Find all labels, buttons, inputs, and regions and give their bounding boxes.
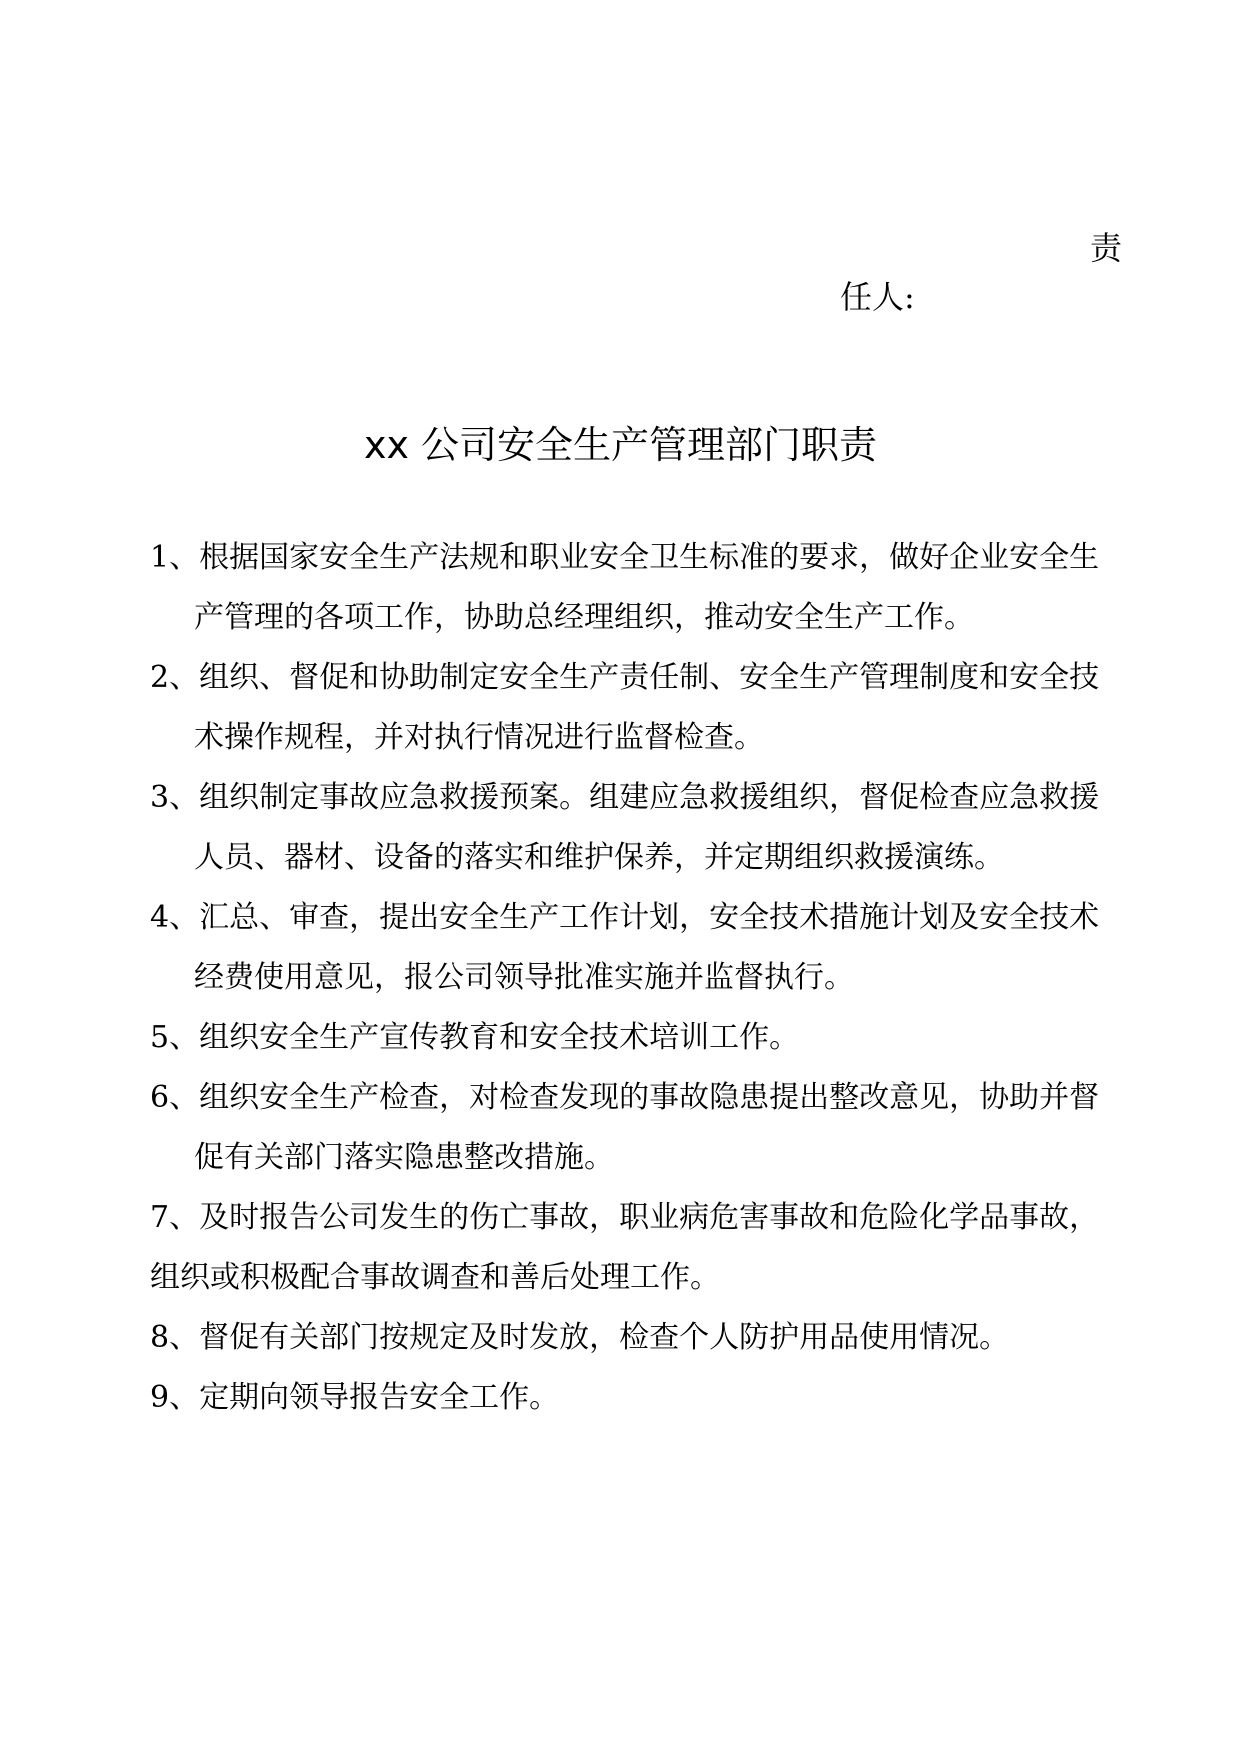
duty-item-4: [150, 888, 1120, 1008]
duty-item-2: [150, 648, 1120, 768]
duty-item-1: [150, 528, 1120, 648]
duty-item-7-line-2: 组织或积极配合事故调查和善后处理工作。: [150, 1260, 720, 1295]
duty-item-2-line-1: 2、组织、督促和协助制定安全生产责任制、安全生产管理制度和安全技: [150, 660, 1100, 695]
duty-item-8: [150, 1308, 1120, 1368]
duty-item-4-line-1: 4、汇总、审查，提出安全生产工作计划，安全技术措施计划及安全技术: [150, 900, 1100, 935]
document-title: xx 公司安全生产管理部门职责: [363, 423, 878, 467]
duty-item-6-line-1: 6、组织安全生产检查，对检查发现的事故隐患提出整改意见，协助并督: [150, 1080, 1100, 1115]
duty-item-3-line-1: 3、组织制定事故应急救援预案。组建应急救援组织，督促检查应急救援: [150, 780, 1100, 815]
duty-list: [150, 528, 1120, 1428]
duty-item-8-line-1: 8、督促有关部门按规定及时发放，检查个人防护用品使用情况。: [150, 1320, 1010, 1355]
duty-item-7: [150, 1188, 1120, 1308]
duty-item-1-line-2: 产管理的各项工作，协助总经理组织，推动安全生产工作。: [194, 600, 974, 635]
duty-item-3: [150, 768, 1120, 888]
duty-item-6: [150, 1068, 1120, 1188]
duty-item-3-line-2: 人员、器材、设备的落实和维护保养，并定期组织救援演练。: [194, 840, 1004, 875]
duty-item-5-line-1: 5、组织安全生产宣传教育和安全技术培训工作。: [150, 1020, 800, 1055]
duty-item-5: [150, 1008, 1120, 1068]
responsible-person-label-line2: 任人:: [840, 278, 915, 316]
duty-item-2-line-2: 术操作规程，并对执行情况进行监督检查。: [194, 720, 764, 755]
duty-item-1-line-1: 1、根据国家安全生产法规和职业安全卫生标准的要求，做好企业安全生: [150, 540, 1100, 575]
duty-item-9-line-1: 9、定期向领导报告安全工作。: [150, 1380, 560, 1415]
duty-item-9: [150, 1368, 1120, 1428]
duty-item-6-line-2: 促有关部门落实隐患整改措施。: [194, 1140, 614, 1175]
responsible-person-label-line1: 责: [1090, 229, 1123, 267]
duty-item-4-line-2: 经费使用意见，报公司领导批准实施并监督执行。: [194, 960, 854, 995]
duty-item-7-line-1: 7、及时报告公司发生的伤亡事故，职业病危害事故和危险化学品事故，: [150, 1200, 1100, 1235]
